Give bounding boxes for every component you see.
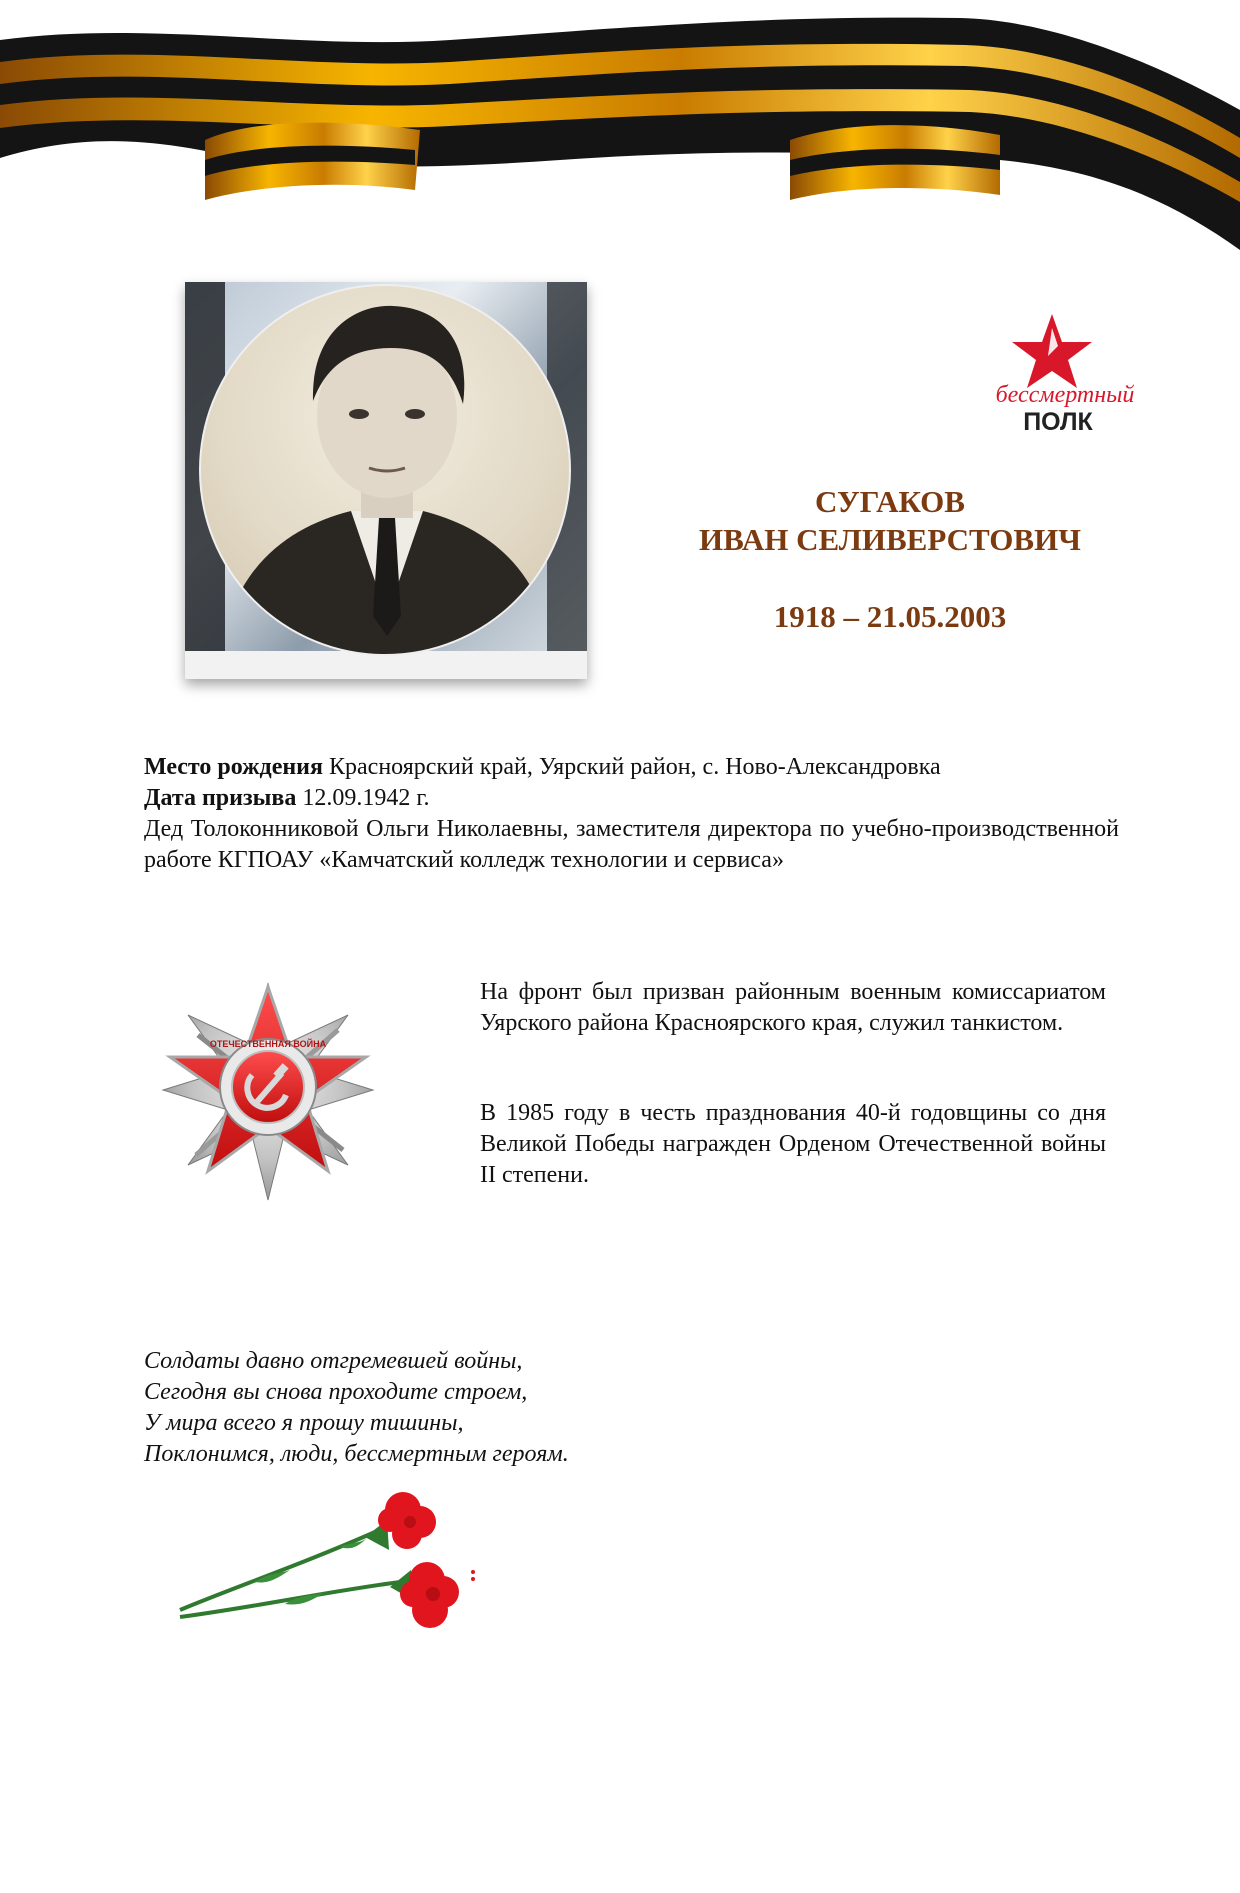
carnation-icon — [175, 1492, 485, 1637]
portrait-circle — [199, 284, 571, 656]
relation-text: Дед Толоконниковой Ольги Николаевны, заместителя директора по учебно-производственной работе КГПОАУ «Камчатский колледж технологии и сервиса» — [144, 816, 1119, 873]
story-paragraph-2: В 1985 году в честь празднования 40-й годовщины со дня Великой Победы награжден Орденом Отечественной войны II степени. — [480, 1100, 1106, 1188]
order-patriotic-war-icon — [158, 975, 378, 1205]
order-ring-text: ОТЕЧЕСТВЕННАЯ ВОЙНА — [209, 1039, 327, 1049]
conscription-line — [144, 783, 1119, 814]
poem-line: Поклонимся, люди, бессмертным героям. — [144, 1441, 569, 1467]
conscription-value: 12.09.1942 г. — [302, 785, 430, 811]
portrait-photo — [185, 282, 587, 679]
portrait-figure — [201, 286, 571, 656]
birthplace-value: Красноярский край, Уярский район, с. Ново-Александровка — [329, 754, 941, 780]
hero-dates: 1918 – 21.05.2003 — [773, 599, 1007, 634]
hero-given-name: ИВАН СЕЛИВЕРСТОВИЧ — [699, 522, 1081, 557]
logo-line-2: ПОЛК — [1023, 408, 1093, 436]
birthplace-label: Место рождения — [144, 754, 323, 780]
poem-line: Сегодня вы снова проходите строем, — [144, 1379, 528, 1405]
immortal-regiment-logo — [990, 310, 1140, 440]
conscription-label: Дата призыва — [144, 785, 297, 811]
story-paragraph-1: На фронт был призван районным военным комиссариатом Уярского района Красноярского края, служил танкистом. — [480, 979, 1106, 1036]
poem-line: У мира всего я прошу тишины, — [144, 1410, 464, 1436]
poem-line: Солдаты давно отгремевшей войны, — [144, 1348, 523, 1374]
logo-line-1: бессмертный — [995, 382, 1135, 408]
poem — [144, 1346, 844, 1470]
birthplace-line — [144, 752, 1119, 783]
st-george-ribbon — [0, 0, 1240, 250]
hero-surname: СУГАКОВ — [815, 484, 965, 519]
